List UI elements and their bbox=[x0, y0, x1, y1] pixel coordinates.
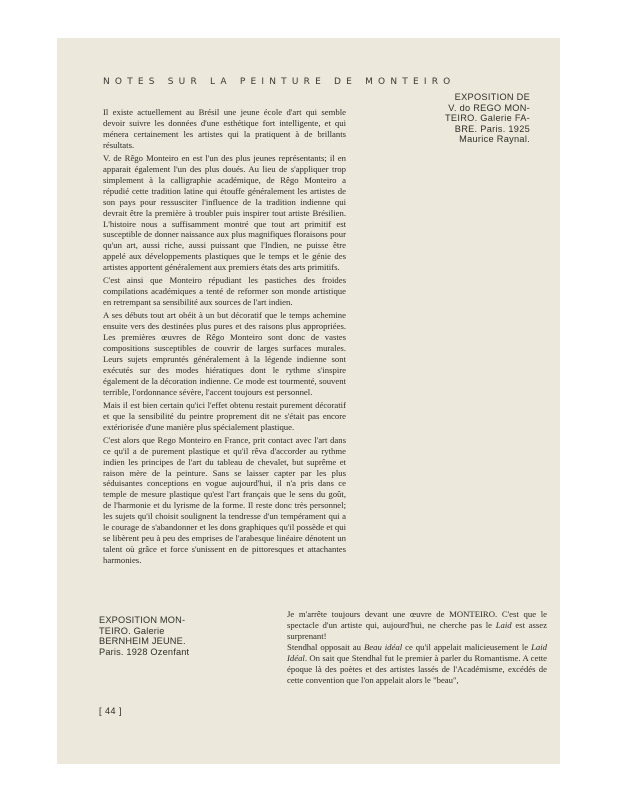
note-line: V. do REGO MON- bbox=[448, 102, 531, 113]
exposition-note-1925 bbox=[445, 92, 530, 145]
note-line: BERNHEIM JEUNE. bbox=[99, 636, 186, 647]
page-header: NOTES SUR LA PEINTURE DE MONTEIRO bbox=[103, 77, 456, 87]
paragraph: C'est ainsi que Monteiro répudiant les pastiches des froides compilations académiques a tenté de reformer son monde artistique en retrempant sa sensibilité aux sources de l'art indien. bbox=[103, 275, 346, 308]
paragraph: V. de Rêgo Monteiro en est l'un des plus jeunes représentants; il en apparait également l'un des plus doués. Au lieu de s'appliquer trop simplement à la calligraphie académique, de Rêgo Monteiro a répudié cette tradition latine qui étouffe généralement les artistes de son pays pour ressusciter l'influence de la tradition indienne qui devrait être la première à troubler puis inspirer tout artiste Brésilien. L'histoire nous a suffisamment montré que tout art primitif est susceptible de donner naissance aux plus magnifiques floraisons pour qu'un art, aussi riche, aussi puissant que l'Indien, ne puisse être appelé aux développements plastiques que le temps et le génie des artistes apportent généralement aux premiers états des arts primitifs. bbox=[103, 152, 346, 273]
page bbox=[57, 38, 560, 764]
text-run: ce qu'il appelait malicieusement le bbox=[402, 641, 532, 652]
note-line: Maurice Raynal. bbox=[459, 134, 531, 145]
text-run: Stendhal opposait au bbox=[287, 641, 364, 652]
text-run: . On sait que Stendhal fut le premier à parler du Romantisme. A cette époque là des poètes et des artistes lassés de l'Académisme, excédés de cette convention que l'on appelait alors le "beau", bbox=[287, 652, 547, 685]
emphasis-laid: Laid bbox=[495, 619, 512, 630]
note-line: TEIRO. Galerie bbox=[99, 625, 165, 636]
paragraph bbox=[287, 642, 547, 686]
page-number: [ 44 ] bbox=[99, 706, 123, 716]
text-run: est assez surprenant! bbox=[287, 619, 548, 641]
ozenfant-text-column bbox=[287, 609, 547, 686]
emphasis-laid-ideal: Laid Idéal bbox=[287, 641, 547, 663]
note-line: BRE. Paris. 1925 bbox=[454, 123, 531, 134]
paragraph bbox=[287, 609, 547, 642]
paragraph: Il existe actuellement au Brésil une jeune école d'art qui semble devoir suivre les données d'une esthétique fort intelligente, et qui ménera certainement les artistes qui la pratiquent à de brillants résultats. bbox=[103, 107, 346, 150]
text-run: Je m'arrête toujours devant une œuvre de MONTEIRO. C'est que le spectacle d'un artiste qui, aujourd'hui, ne cherche pas le bbox=[287, 609, 547, 630]
note-line: Paris. 1928 Ozenfant bbox=[99, 646, 190, 657]
exposition-note-1928 bbox=[99, 615, 189, 657]
note-line: EXPOSITION DE bbox=[454, 92, 531, 102]
paragraph: A ses débuts tout art obéit à un but décoratif que le temps achemine ensuite vers des destinées plus pures et des raisons plus appropriées. Les premières œuvres de Rêgo Monteiro sont donc de vastes compositions susceptibles de couvrir de larges surfaces murales. Leurs sujets empruntés généralement à la légende indienne sont exécutés sur des modes hiératiques dont le rythme s'inspire également de la décoration indienne. Ce mode est tourmenté, souvent terrible, l'ordonnance sévère, l'accent toujours est personnel. bbox=[103, 310, 346, 397]
note-line: EXPOSITION MON- bbox=[99, 615, 186, 625]
note-line: TEIRO. Galerie FA- bbox=[445, 113, 531, 124]
main-text-column bbox=[103, 107, 346, 568]
paragraph: Mais il est bien certain qu'ici l'effet obtenu restait purement décoratif et que la sensibilité du peintre proprement dit ne s'était pas encore extériorisée d'une manière plus spécialement plastique. bbox=[103, 399, 346, 432]
emphasis-beau-ideal: Beau idéal bbox=[363, 641, 403, 652]
paragraph: C'est alors que Rego Monteiro en France, prit contact avec l'art dans ce qu'il a de purement plastique et qu'il rêva d'accorder au rythme indien les principes de l'art du tableau de chevalet, but suprême et raison mère de la peinture. Sans se laisser capter par les plus séduisantes conceptions en vogue aujourd'hui, il n'a pris dans ce temple de mesure plastique qu'est l'art français que le sens du goût, de l'harmonie et du lyrisme de la forme. Il reste donc très personnel; les sujets qu'il choisit soulignent la tendresse d'un tempérament qui a le courage de s'abandonner et les dons graphiques qu'il possède et qui se libèrent peu à peu des emprises de l'arabesque linéaire dénotent un talent où grâce et force s'unissent en de pittoresques et attachantes harmonies. bbox=[103, 434, 346, 566]
